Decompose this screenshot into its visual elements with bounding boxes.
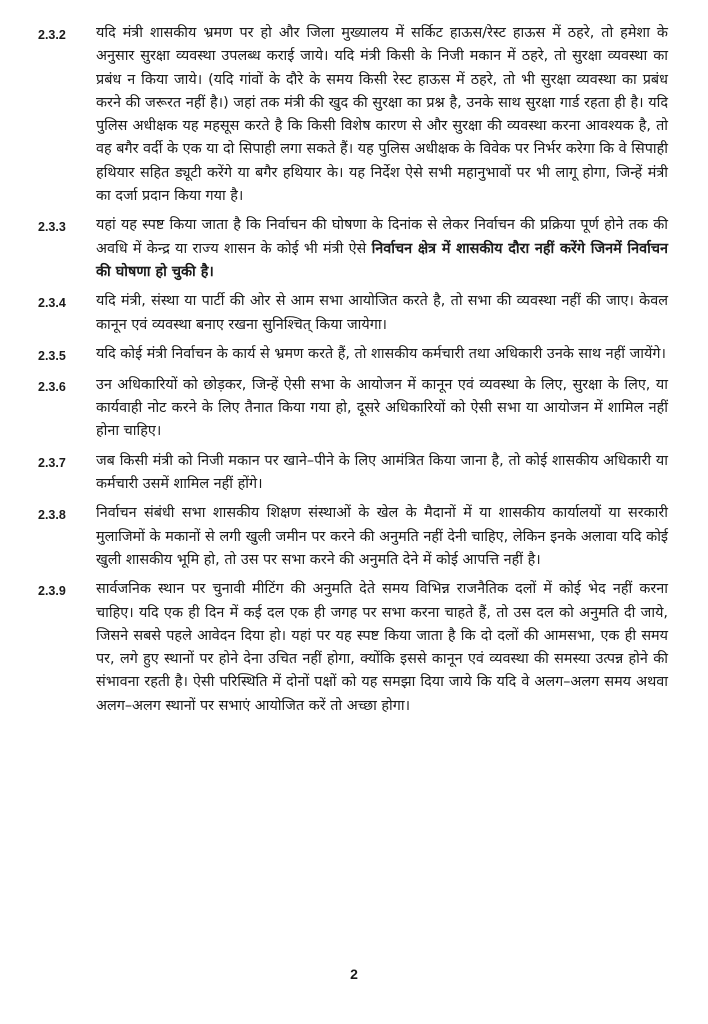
clause-text-container	[96, 214, 668, 284]
clause-2-3-4	[38, 290, 668, 337]
clause-2-3-9	[38, 578, 668, 718]
clause-text: यदि मंत्री, संस्था या पार्टी की ओर से आम सभा आयोजित करते है, तो सभा की व्यवस्था नहीं की जाए। केवल कानून एवं व्यवस्था बनाए रखना सुनिश्चित् किया जायेगा।	[96, 293, 668, 333]
clause-number: 2.3.8	[38, 508, 66, 523]
clause-2-3-8	[38, 502, 668, 572]
clause-2-3-3	[38, 214, 668, 284]
clause-number: 2.3.6	[38, 379, 66, 394]
clause-text: उन अधिकारियों को छोड़कर, जिन्हें ऐसी सभा के आयोजन में कानून एवं व्यवस्था के लिए, सुरक्षा के लिए, या कार्यवाही नोट करने के लिए तैनात किया गया हो, दूसरे अधिकारियों को ऐसी सभा या आयोजन में शामिल नहीं होना चाहिए।	[96, 376, 668, 440]
clause-text: निर्वाचन संबंधी सभा शासकीय शिक्षण संस्थाओं के खेल के मैदानों में या शासकीय कार्यालयों या सरकारी मुलाजिमों के मकानों से लगी खुली जमीन पर करने की अनुमति नहीं देनी चाहिए, लेकिन इनके अलावा यदि कोई खुली शासकीय भूमि हो, तो उस पर सभा करने की अनुमति देने में कोई आपत्ति नहीं है।	[96, 505, 668, 568]
clause-2-3-6	[38, 374, 668, 444]
page-number: 2	[350, 966, 358, 982]
clause-2-3-5	[38, 343, 668, 368]
clause-number: 2.3.2	[38, 28, 66, 42]
clause-text: यदि कोई मंत्री निर्वाचन के कार्य से भ्रमण करते हैं, तो शासकीय कर्मचारी तथा अधिकारी उनके साथ नहीं जायेंगे।	[96, 345, 666, 362]
clause-text: यदि मंत्री शासकीय भ्रमण पर हो और जिला मुख्यालय में सर्किट हाऊस/रेस्ट हाऊस में ठहरे, तो हमेशा के अनुसार सुरक्षा व्यवस्था उपलब्ध कराई जाये। यदि मंत्री किसी के निजी मकान में ठहरे, तो सुरक्षा व्यवस्था का प्रबंध न किया जाये। (यदि गांवों के दौरे के समय किसी रेस्ट हाऊस में ठहरे, तो भी सुरक्षा व्यवस्था का प्रबंध करने की जरूरत नहीं है।) जहां तक मंत्री की खुद की सुरक्षा का प्रश्न है, उनके साथ सुरक्षा गार्ड रहता ही है। यदि पुलिस अधीक्षक यह महसूस करते है कि किसी विशेष कारण से और सुरक्षा की व्यवस्था करना आवश्यक है, तो वह बगैर वर्दी के एक या दो सिपाही लगा सकते हैं। यह पुलिस अधीक्षक के विवेक पर निर्भर करेगा कि वे सिपाही हथियार सहित ड्यूटी करेंगे या बगैर हथियार के। यह निर्देश ऐसे सभी महानुभावों पर भी लागू होगा, जिन्हें मंत्री का दर्जा प्रदान किया गया है।	[96, 25, 668, 205]
clause-bold-text: निर्वाचन क्षेत्र में शासकीय दौरा नहीं करेंगे जिनमें निर्वाचन की घोषणा हो चुकी है।	[96, 240, 668, 280]
clause-number: 2.3.3	[38, 220, 66, 235]
clause-text: सार्वजनिक स्थान पर चुनावी मीटिंग की अनुमति देते समय विभिन्न राजनैतिक दलों में कोई भेद नहीं करना चाहिए। यदि एक ही दिन में कई दल एक ही जगह पर सभा करना चाहते हैं, तो उस दल को अनुमति दी जाये, जिसने सबसे पहले आवेदन दिया हो। यहां पर यह स्पष्ट किया जाता है कि दो दलों की आमसभा, एक ही समय पर, लगे हुए स्थानों पर होने देना उचित नहीं होगा, क्योंकि इससे कानून एवं व्यवस्था की समस्या उत्पन्न होने की संभावना रहती है। ऐसी परिस्थिति में दोनों पक्षों को यह समझा दिया जाये कि यदि वे अलग–अलग समय अथवा अलग–अलग स्थानों पर सभाएं आयोजित करें तो अच्छा होगा।	[96, 581, 668, 714]
clause-text: जब किसी मंत्री को निजी मकान पर खाने–पीने के लिए आमंत्रित किया जाना है, तो कोई शासकीय अधिकारी या कर्मचारी उसमें शामिल नहीं होंगे।	[96, 452, 668, 493]
clause-number: 2.3.4	[38, 296, 66, 311]
clause-2-3-7	[38, 450, 668, 497]
clause-number: 2.3.9	[38, 584, 66, 599]
clause-2-3-2	[38, 22, 668, 208]
clause-text: यहां यह स्पष्ट किया जाता है कि निर्वाचन की घोषणा के दिनांक से लेकर निर्वाचन की प्रक्रिया पूर्ण होने तक की अवधि में केन्द्र या राज्य शासन के कोई भी मंत्री ऐसे	[96, 217, 668, 257]
clause-number: 2.3.5	[38, 348, 66, 363]
clause-number: 2.3.7	[38, 455, 66, 470]
